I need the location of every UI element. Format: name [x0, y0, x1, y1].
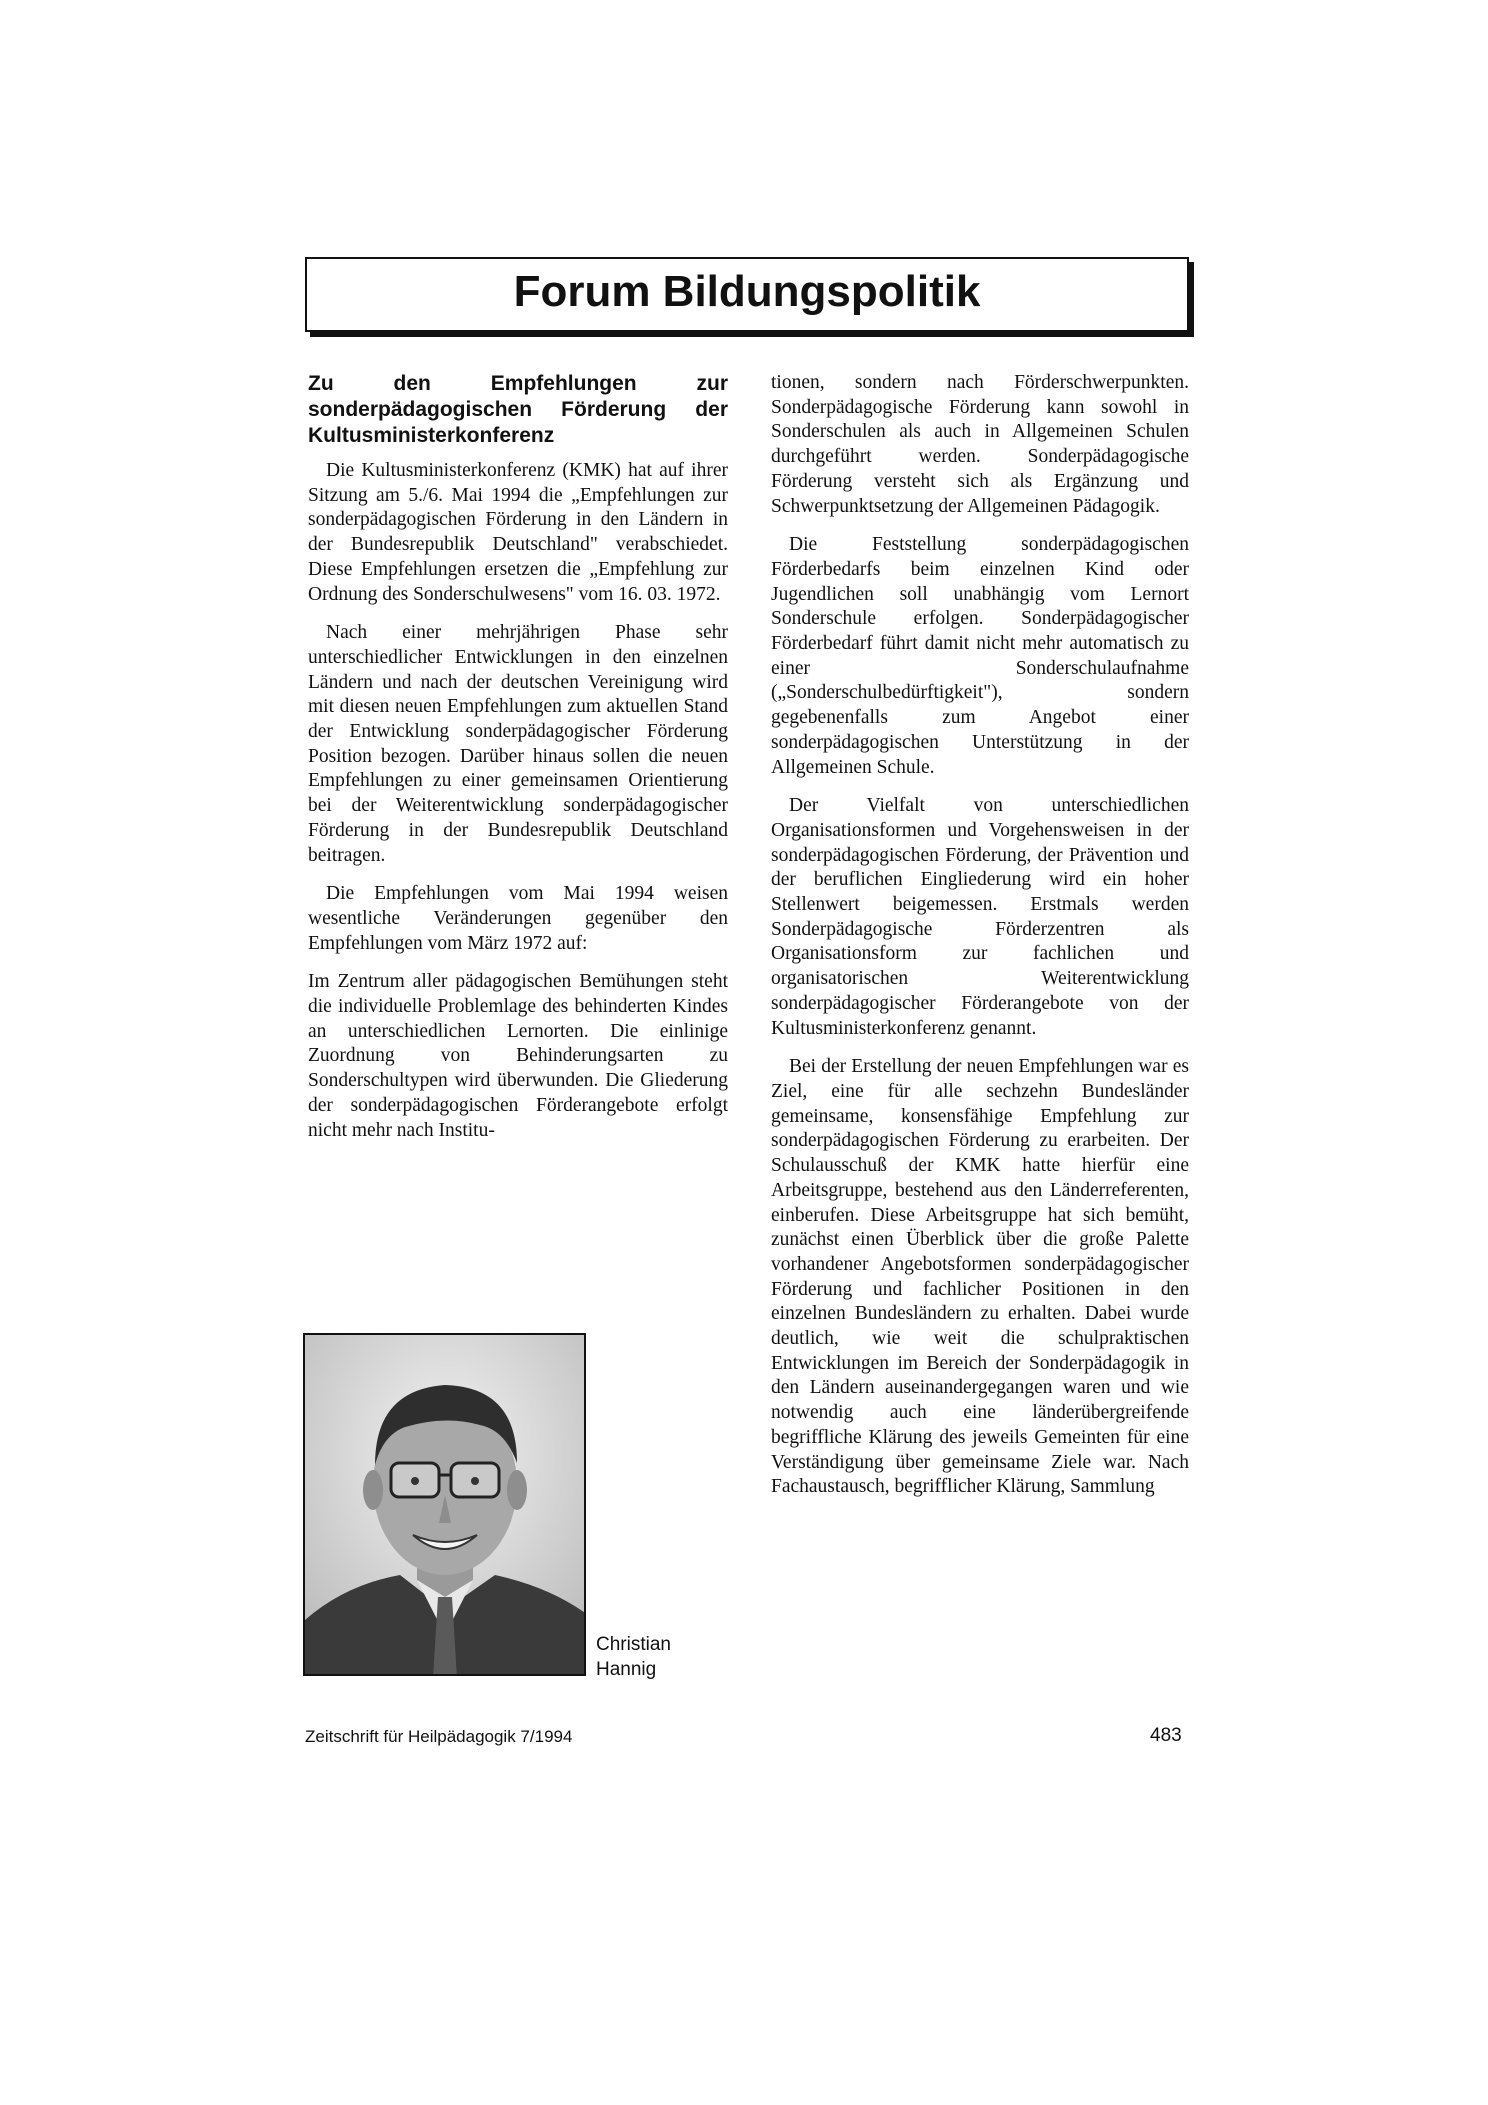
- journal-citation: Zeitschrift für Heilpädagogik 7/1994: [305, 1727, 573, 1746]
- paragraph: Nach einer mehrjährigen Phase sehr unterschiedlicher Entwicklungen in den einzelnen Ländern und nach der deutschen Vereinigung wird mit diesen neuen Empfehlungen zum aktuellen Stand der Entwicklung sonderpädagogischer Förderung Position bezogen. Darüber hinaus sollen die neuen Empfehlungen zu einer gemeinsamen Orientierung bei der Weiterentwicklung sonderpädagogischer Förderung in der Bundesrepublik Deutschland beitragen.: [308, 622, 728, 866]
- caption-last-name: Hannig: [596, 1659, 657, 1680]
- caption-first-name: Christian: [596, 1634, 671, 1655]
- page-number: 483: [1150, 1725, 1182, 1746]
- paragraph: Im Zentrum aller pädagogischen Bemühungen steht die individuelle Problemlage des behinderten Kindes an unterschiedlichen Lernorten. Die einlinige Zuordnung von Behinderungsarten zu Sonderschultypen wird überwunden. Die Gliederung der sonderpädagogischen Förderangebote erfolgt nicht mehr nach Institu-: [308, 971, 728, 1141]
- author-photo: [303, 1333, 586, 1676]
- paragraph: Die Kultusministerkonferenz (KMK) hat auf ihrer Sitzung am 5./6. Mai 1994 die „Empfehlungen zur sonderpädagogischen Förderung in den Ländern in der Bundesrepublik Deutschland" verabschiedet. Diese Empfehlungen ersetzen die „Empfehlung zur Ordnung des Sonderschulwesens" vom 16. 03. 1972.: [308, 460, 728, 605]
- portrait-image: [305, 1335, 586, 1676]
- section-header-box: [305, 257, 1189, 332]
- paragraph: tionen, sondern nach Förderschwerpunkten. Sonderpädagogische Förderung kann sowohl in Sonderschulen als auch in Allgemeinen Schulen durchgeführt werden. Sonderpädagogische Förderung versteht sich als Ergänzung und Schwerpunktsetzung der Allgemeinen Pädagogik.: [771, 372, 1189, 517]
- photo-caption: [596, 1632, 716, 1682]
- article-heading: Zu den Empfehlungen zur sonderpädagogischen Förderung der Kultusministerkonferenz: [308, 372, 728, 447]
- section-title: Forum Bildungspolitik: [513, 267, 981, 316]
- paragraph: Die Empfehlungen vom Mai 1994 weisen wesentliche Veränderungen gegenüber den Empfehlungen vom März 1972 auf:: [308, 883, 728, 954]
- paragraph: Der Vielfalt von unterschiedlichen Organisationsformen und Vorgehensweisen in der sonderpädagogischen Förderung, der Prävention und der beruflichen Eingliederung wird ein hoher Stellenwert beigemessen. Erstmals werden Sonderpädagogische Förderzentren als Organisationsform zur fachlichen und organisatorischen Weiterentwicklung sonderpädagogischer Förderangebote von der Kultusministerkonferenz genannt.: [771, 795, 1189, 1039]
- right-column: [771, 371, 1189, 1514]
- paragraph: Die Feststellung sonderpädagogischen Förderbedarfs beim einzelnen Kind oder Jugendlichen soll unabhängig vom Lernort Sonderschule erfolgen. Sonderpädagogischer Förderbedarf führt damit nicht mehr automatisch zu einer Sonderschulaufnahme („Sonderschulbedürftigkeit"), sondern gegebenenfalls zum Angebot einer sonderpädagogischen Unterstützung in der Allgemeinen Schule.: [771, 534, 1189, 778]
- left-column: [308, 371, 728, 1157]
- paragraph: Bei der Erstellung der neuen Empfehlungen war es Ziel, eine für alle sechzehn Bundesländer gemeinsame, konsensfähige Empfehlung zur sonderpädagogischen Förderung zu erarbeiten. Der Schulausschuß der KMK hatte hierfür eine Arbeitsgruppe, bestehend aus den Länderreferenten, einberufen. Diese Arbeitsgruppe hat sich bemüht, zunächst einen Überblick über die große Palette vorhandener Angebotsformen sonderpädagogischer Förderung und fachlicher Positionen in den einzelnen Bundesländern zu erhalten. Dabei wurde deutlich, wie weit die schulpraktischen Entwicklungen im Bereich der Sonderpädagogik in den Ländern auseinandergegangen waren und wie notwendig auch eine länderübergreifende begriffliche Klärung des jeweils Gemeinten für eine Verständigung über gemeinsame Ziele war. Nach Fachaustausch, begrifflicher Klärung, Sammlung: [771, 1056, 1189, 1498]
